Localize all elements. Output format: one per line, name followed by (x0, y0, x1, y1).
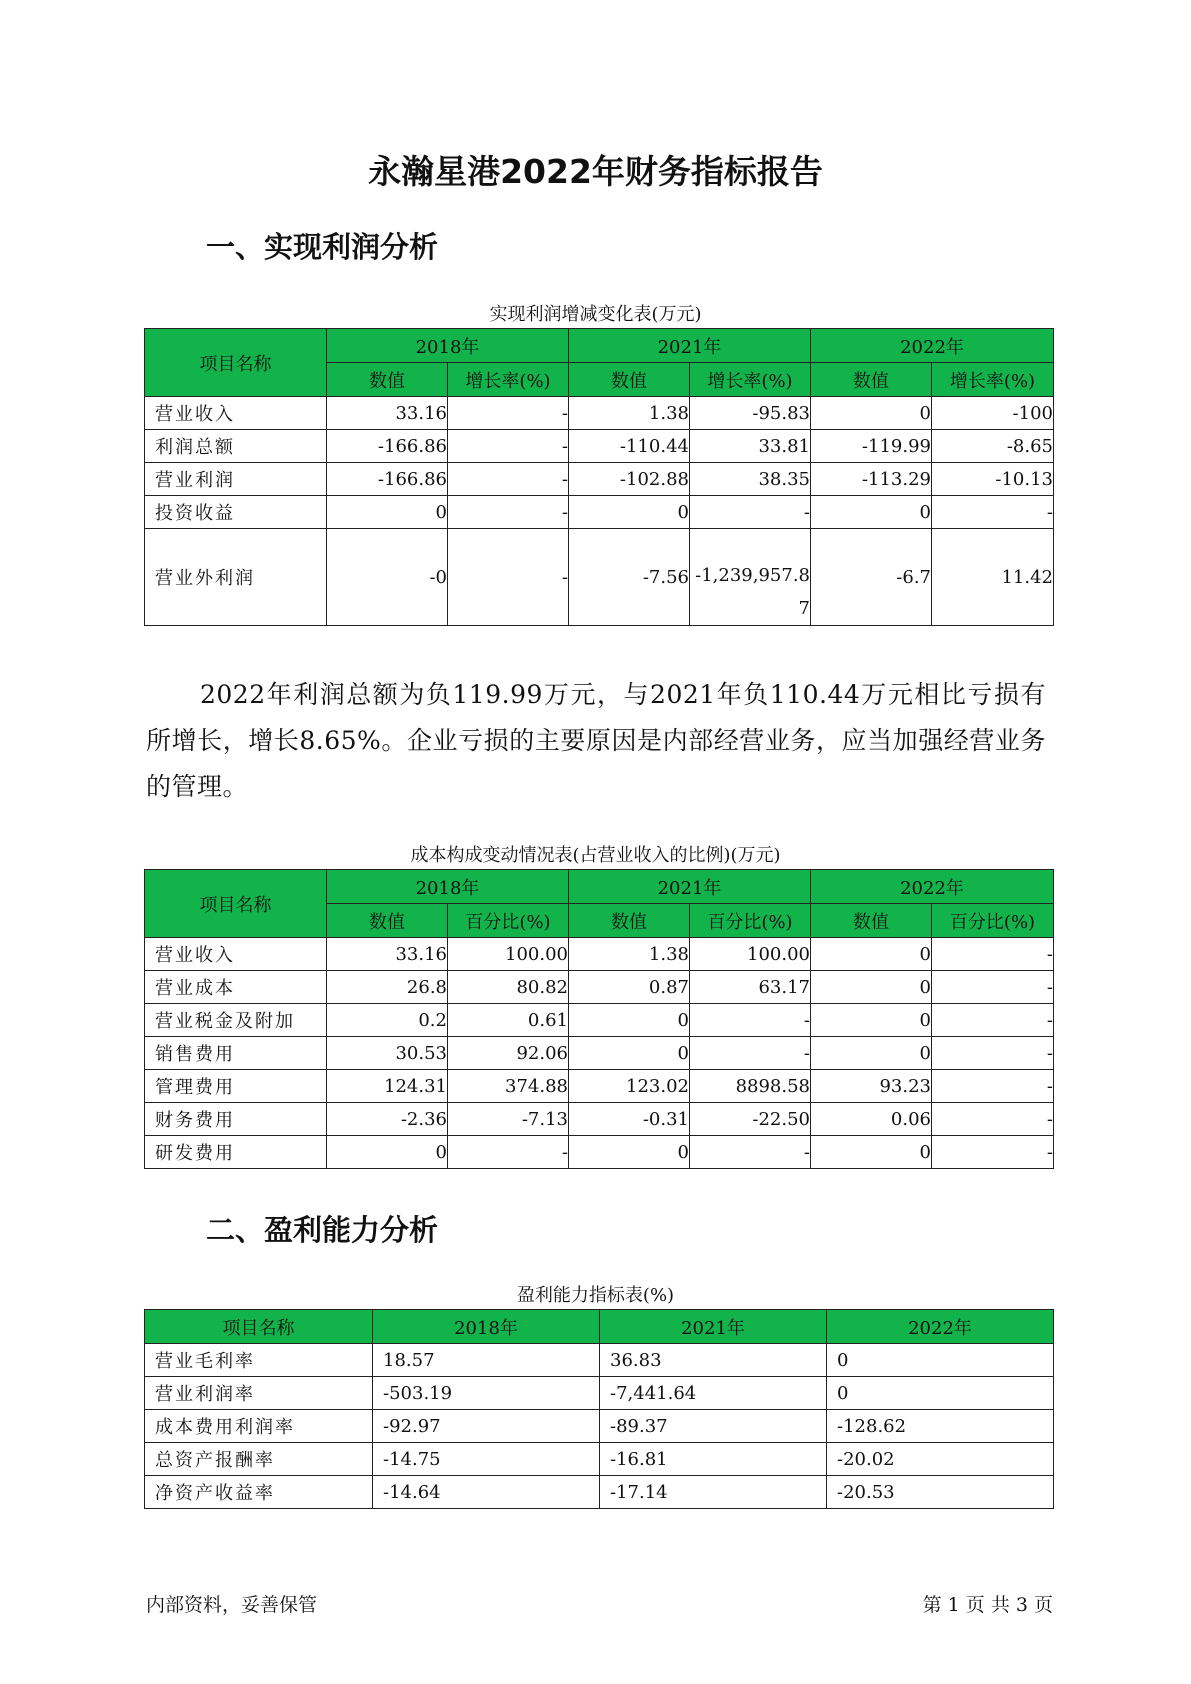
table-cell: -166.86 (327, 463, 448, 496)
table-cell: - (448, 1136, 569, 1169)
header-year: 2021年 (600, 1310, 827, 1344)
table-cell: - (690, 1037, 811, 1070)
row-label: 研发费用 (145, 1136, 327, 1169)
header-value: 数值 (327, 363, 448, 397)
table-cell: -128.62 (827, 1410, 1054, 1443)
table-row (145, 463, 1054, 496)
table-caption-profit-change: 实现利润增减变化表(万元) (489, 304, 702, 325)
row-label: 成本费用利润率 (145, 1410, 373, 1443)
table-cell: 0 (569, 1037, 690, 1070)
table-cell: 0 (811, 971, 932, 1004)
header-item-name: 项目名称 (145, 329, 327, 397)
header-year: 2022年 (811, 870, 1054, 904)
table-row (145, 1004, 1054, 1037)
table-cell: 80.82 (448, 971, 569, 1004)
table-cell: 0 (327, 1136, 448, 1169)
footer-page-number: 第 1 页 共 3 页 (922, 1594, 1053, 1616)
table-row (145, 938, 1054, 971)
row-label: 投资收益 (145, 496, 327, 529)
table-cell: -17.14 (600, 1476, 827, 1509)
header-growth-rate: 增长率(%) (932, 363, 1054, 397)
header-year: 2021年 (569, 870, 811, 904)
table-cell: 11.42 (932, 529, 1054, 626)
table-cell: -7,441.64 (600, 1377, 827, 1410)
table-row (145, 1377, 1054, 1410)
table-cell: -95.83 (690, 397, 811, 430)
table-cell: -89.37 (600, 1410, 827, 1443)
table-cell: -119.99 (811, 430, 932, 463)
row-label: 营业利润率 (145, 1377, 373, 1410)
row-label: 管理费用 (145, 1070, 327, 1103)
table-cell: 1.38 (569, 938, 690, 971)
table-cell: 0.2 (327, 1004, 448, 1037)
table-cell: 18.57 (373, 1344, 600, 1377)
table-cell: 0 (811, 1136, 932, 1169)
cost-structure-table (144, 869, 1054, 1169)
table-cell: 36.83 (600, 1344, 827, 1377)
table-cell: 0 (811, 496, 932, 529)
row-label: 营业利润 (145, 463, 327, 496)
table-cell: 100.00 (690, 938, 811, 971)
profitability-table (144, 1309, 1054, 1509)
table-cell: -110.44 (569, 430, 690, 463)
table-cell: - (448, 397, 569, 430)
table-caption-profitability: 盈利能力指标表(%) (516, 1285, 675, 1306)
table-cell: 33.16 (327, 938, 448, 971)
table-cell: 26.8 (327, 971, 448, 1004)
table-cell: 0 (811, 1037, 932, 1070)
table-row (145, 1070, 1054, 1103)
row-label: 营业成本 (145, 971, 327, 1004)
header-value: 数值 (327, 904, 448, 938)
header-year: 2022年 (827, 1310, 1054, 1344)
table-cell: 100.00 (448, 938, 569, 971)
table-cell: -10.13 (932, 463, 1054, 496)
row-label: 营业毛利率 (145, 1344, 373, 1377)
table-cell: -20.02 (827, 1443, 1054, 1476)
table-cell: 0.06 (811, 1103, 932, 1136)
row-label: 营业收入 (145, 938, 327, 971)
table-row (145, 430, 1054, 463)
table-cell: 1.38 (569, 397, 690, 430)
table-cell: 63.17 (690, 971, 811, 1004)
profit-change-table (144, 328, 1054, 626)
header-year: 2021年 (569, 329, 811, 363)
header-value: 数值 (811, 904, 932, 938)
table-cell: - (448, 463, 569, 496)
table-cell: - (448, 529, 569, 626)
table-cell: -102.88 (569, 463, 690, 496)
table-cell: 0.87 (569, 971, 690, 1004)
header-value: 数值 (569, 904, 690, 938)
table-caption-cost-structure: 成本构成变动情况表(占营业收入的比例)(万元) (410, 845, 781, 866)
table-cell: -16.81 (600, 1443, 827, 1476)
table-cell: 93.23 (811, 1070, 932, 1103)
table-cell: - (448, 496, 569, 529)
table-cell: -7.56 (569, 529, 690, 626)
header-percentage: 百分比(%) (448, 904, 569, 938)
table-cell: -0.31 (569, 1103, 690, 1136)
table-cell: -1,239,957.87 (690, 529, 811, 626)
table-cell: 0 (569, 496, 690, 529)
table-cell: 30.53 (327, 1037, 448, 1070)
table-cell: 123.02 (569, 1070, 690, 1103)
table-cell: - (932, 938, 1054, 971)
header-year: 2018年 (327, 329, 569, 363)
table-cell: 38.35 (690, 463, 811, 496)
section-heading-profitability: 二、盈利能力分析 (206, 1213, 439, 1247)
table-cell: 0 (569, 1136, 690, 1169)
table-cell: -14.64 (373, 1476, 600, 1509)
row-label: 营业税金及附加 (145, 1004, 327, 1037)
row-label: 财务费用 (145, 1103, 327, 1136)
table-cell: - (932, 1037, 1054, 1070)
table-cell: -20.53 (827, 1476, 1054, 1509)
section-heading-profit: 一、实现利润分析 (206, 230, 439, 264)
table-cell: 33.81 (690, 430, 811, 463)
table-row (145, 1344, 1054, 1377)
table-cell: - (932, 496, 1054, 529)
table-cell: 33.16 (327, 397, 448, 430)
row-label: 营业外利润 (145, 529, 327, 626)
table-cell: -0 (327, 529, 448, 626)
table-cell: 0 (827, 1377, 1054, 1410)
table-cell: - (690, 1004, 811, 1037)
document-title: 永瀚星港2022年财务指标报告 (368, 152, 823, 191)
header-percentage: 百分比(%) (932, 904, 1054, 938)
footer-confidential-note: 内部资料，妥善保管 (146, 1594, 318, 1616)
table-cell: - (932, 971, 1054, 1004)
header-year: 2018年 (373, 1310, 600, 1344)
row-label: 净资产收益率 (145, 1476, 373, 1509)
table-cell: -166.86 (327, 430, 448, 463)
header-value: 数值 (569, 363, 690, 397)
table-row (145, 496, 1054, 529)
table-row (145, 1037, 1054, 1070)
table-row (145, 1476, 1054, 1509)
table-cell: -7.13 (448, 1103, 569, 1136)
row-label: 利润总额 (145, 430, 327, 463)
row-label: 销售费用 (145, 1037, 327, 1070)
table-cell: 0 (811, 1004, 932, 1037)
header-item-name: 项目名称 (145, 1310, 373, 1344)
table-row (145, 397, 1054, 430)
header-year: 2022年 (811, 329, 1054, 363)
header-value: 数值 (811, 363, 932, 397)
table-cell: -92.97 (373, 1410, 600, 1443)
table-cell: 0 (327, 496, 448, 529)
table-cell: 0 (569, 1004, 690, 1037)
table-row (145, 971, 1054, 1004)
table-row (145, 1410, 1054, 1443)
table-row (145, 1103, 1054, 1136)
table-cell: -100 (932, 397, 1054, 430)
table-cell: - (690, 1136, 811, 1169)
header-year: 2018年 (327, 870, 569, 904)
table-cell: - (448, 430, 569, 463)
table-cell: -113.29 (811, 463, 932, 496)
header-item-name: 项目名称 (145, 870, 327, 938)
table-cell: -2.36 (327, 1103, 448, 1136)
table-cell: 0 (811, 397, 932, 430)
table-cell: 92.06 (448, 1037, 569, 1070)
analysis-paragraph: 2022年利润总额为负119.99万元，与2021年负110.44万元相比亏损有所增长，增长8.65%。企业亏损的主要原因是内部经营业务，应当加强经营业务的管理。 (146, 680, 1046, 801)
row-label: 营业收入 (145, 397, 327, 430)
table-cell: -8.65 (932, 430, 1054, 463)
table-cell: - (932, 1070, 1054, 1103)
table-cell: -503.19 (373, 1377, 600, 1410)
table-row (145, 529, 1054, 626)
table-cell: 0 (827, 1344, 1054, 1377)
table-cell: - (932, 1004, 1054, 1037)
table-cell: 124.31 (327, 1070, 448, 1103)
table-row (145, 1136, 1054, 1169)
table-cell: -6.7 (811, 529, 932, 626)
header-growth-rate: 增长率(%) (448, 363, 569, 397)
table-cell: -22.50 (690, 1103, 811, 1136)
table-cell: 0 (811, 938, 932, 971)
table-cell: - (690, 496, 811, 529)
table-row (145, 1443, 1054, 1476)
table-cell: 374.88 (448, 1070, 569, 1103)
table-cell: -14.75 (373, 1443, 600, 1476)
header-growth-rate: 增长率(%) (690, 363, 811, 397)
table-cell: 0.61 (448, 1004, 569, 1037)
table-cell: - (932, 1136, 1054, 1169)
header-percentage: 百分比(%) (690, 904, 811, 938)
table-cell: 8898.58 (690, 1070, 811, 1103)
table-cell: - (932, 1103, 1054, 1136)
row-label: 总资产报酬率 (145, 1443, 373, 1476)
